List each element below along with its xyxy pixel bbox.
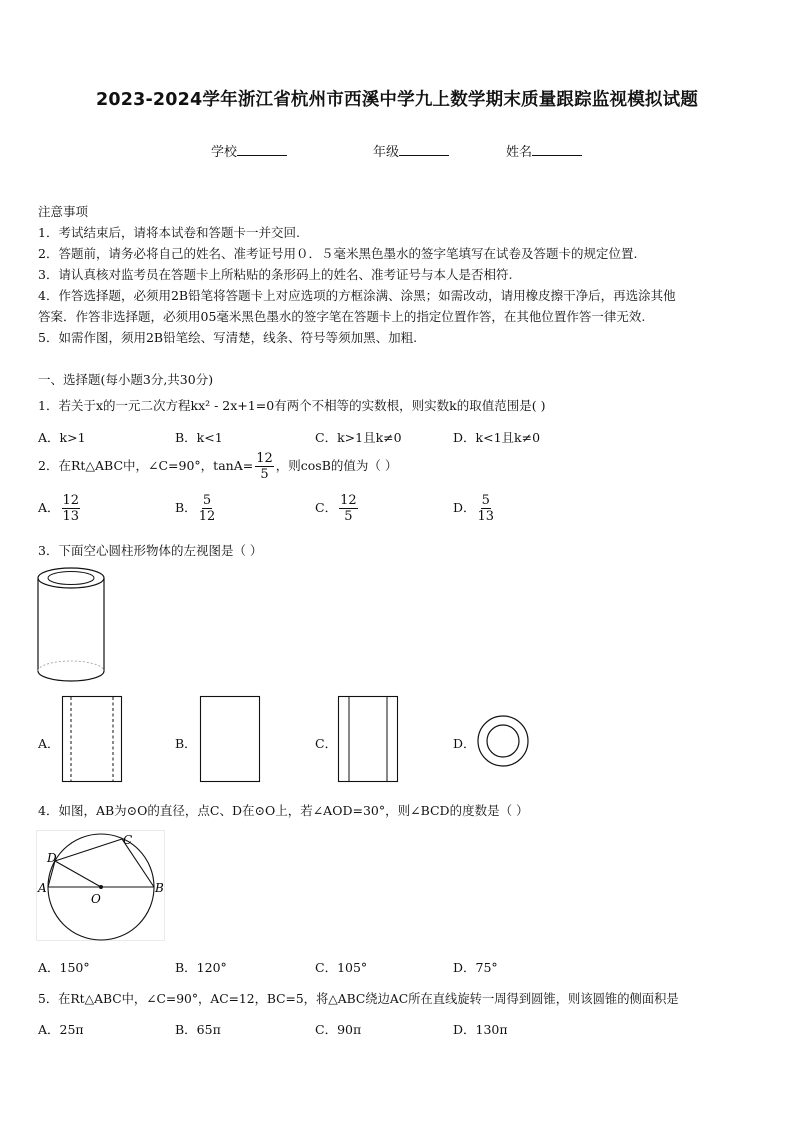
- q2-fraction: [255, 451, 274, 482]
- fraction-denominator: 5: [344, 509, 353, 524]
- fraction-denominator: 12: [198, 509, 216, 524]
- note-item: 1．考试结束后，请将本试卷和答题卡一并交回.: [38, 225, 300, 240]
- q4-option-a: A．150°: [38, 960, 90, 975]
- option-fraction: [199, 493, 216, 524]
- hollow-cylinder-figure: [36, 566, 108, 686]
- q2-option-b: [175, 493, 217, 524]
- fraction-numerator: 12: [62, 493, 80, 508]
- question-3-stem: 3．下面空心圆柱形物体的左视图是（ ）: [38, 543, 263, 558]
- name-blank: [532, 144, 582, 156]
- q3-option-a-label: A．: [38, 736, 60, 751]
- point-o-label: O: [91, 892, 101, 906]
- q2-option-d: [453, 493, 496, 524]
- school-field: [211, 141, 287, 160]
- fraction-numerator: 12: [256, 451, 273, 466]
- fraction-numerator: 12: [340, 493, 357, 508]
- question-1-stem: 1．若关于x的一元二次方程kx² - 2x+1=0有两个不相等的实数根，则实数k的取值范围是( ): [38, 398, 546, 413]
- note-item: 3．请认真核对监考员在答题卡上所粘贴的条形码上的姓名、准考证号与本人是否相符.: [38, 267, 513, 282]
- grade-label: 年级: [373, 145, 400, 160]
- q3-option-d-label: D．: [453, 736, 476, 751]
- q3-option-c-label: C．: [315, 736, 338, 751]
- q2-option-a: [38, 493, 82, 524]
- fraction-denominator: 13: [477, 509, 495, 524]
- point-a-label: A: [38, 881, 47, 895]
- note-item: 5．如需作图，须用2B铅笔绘、写清楚，线条、符号等须加黑、加粗.: [38, 330, 418, 345]
- q2-stem-after: ，则cosB的值为（ ）: [275, 458, 398, 473]
- option-label: D．: [453, 500, 476, 515]
- q5-option-b: B．65π: [175, 1022, 221, 1037]
- option-d-ring-figure: [476, 714, 530, 768]
- q1-option-a: A．k>1: [38, 430, 86, 445]
- question-2-stem: [38, 451, 397, 482]
- question-5-stem: 5．在Rt△ABC中，∠C=90°，AC=12，BC=5，将△ABC绕边AC所在直线旋转一周得到圆锥，则该圆锥的侧面积是: [38, 992, 679, 1006]
- option-fraction: [62, 493, 81, 524]
- name-label: 姓名: [506, 145, 533, 160]
- option-label: C．: [315, 500, 338, 515]
- note-item: 4．作答选择题，必须用2B铅笔将答题卡上对应选项的方框涂满、涂黑；如需改动，请用橡皮擦干净后，再选涂其他: [38, 288, 676, 303]
- q3-option-b-label: B．: [175, 736, 197, 751]
- note-item: 2．答题前，请务必将自己的姓名、准考证号用０．５毫米黑色墨水的签字笔填写在试卷及答题卡的规定位置.: [38, 246, 638, 261]
- q4-option-b: B．120°: [175, 960, 227, 975]
- q5-option-a: A．25π: [38, 1022, 84, 1037]
- q5-option-c: C．90π: [315, 1022, 362, 1037]
- fraction-denominator: 5: [260, 467, 269, 482]
- point-d-label: D: [47, 851, 57, 865]
- q2-stem-before: 2．在Rt△ABC中，∠C=90°，tanA=: [38, 458, 254, 473]
- fraction-denominator: 13: [62, 509, 80, 524]
- exam-title: 2023-2024学年浙江省杭州市西溪中学九上数学期末质量跟踪监视模拟试题: [95, 90, 699, 110]
- school-label: 学校: [211, 145, 238, 160]
- school-blank: [237, 144, 287, 156]
- section-heading: 一、选择题(每小题3分,共30分): [38, 372, 214, 387]
- q4-option-c: C．105°: [315, 960, 368, 975]
- q2-option-c: [315, 493, 360, 524]
- grade-field: [373, 141, 449, 160]
- q4-option-d: D．75°: [453, 960, 498, 975]
- note-item: 答案．作答非选择题，必须用05毫米黑色墨水的签字笔在答题卡上的指定位置作答，在其他位置作答一律无效.: [38, 309, 646, 324]
- option-c-view-figure: [338, 696, 398, 782]
- option-label: A．: [38, 500, 60, 515]
- option-fraction: [478, 493, 495, 524]
- notes-heading: 注意事项: [38, 204, 89, 219]
- q1-option-b: B．k<1: [175, 430, 223, 445]
- q5-option-d: D．130π: [453, 1022, 508, 1037]
- q1-option-d: D．k<1且k≠0: [453, 430, 541, 445]
- option-label: B．: [175, 500, 197, 515]
- question-4-stem: 4．如图，AB为⊙O的直径，点C、D在⊙O上，若∠AOD=30°，则∠BCD的度数是（ ）: [38, 803, 529, 818]
- name-field: [506, 141, 582, 160]
- option-b-view-figure: [200, 696, 260, 782]
- q1-option-c: C．k>1且k≠0: [315, 430, 402, 445]
- option-a-view-figure: [62, 696, 122, 782]
- option-fraction: [339, 493, 358, 524]
- grade-blank: [399, 144, 449, 156]
- fraction-numerator: 5: [481, 493, 490, 508]
- fraction-numerator: 5: [202, 493, 212, 508]
- circle-geometry-figure: [36, 830, 166, 942]
- point-c-label: C: [123, 833, 133, 847]
- point-b-label: B: [155, 881, 164, 895]
